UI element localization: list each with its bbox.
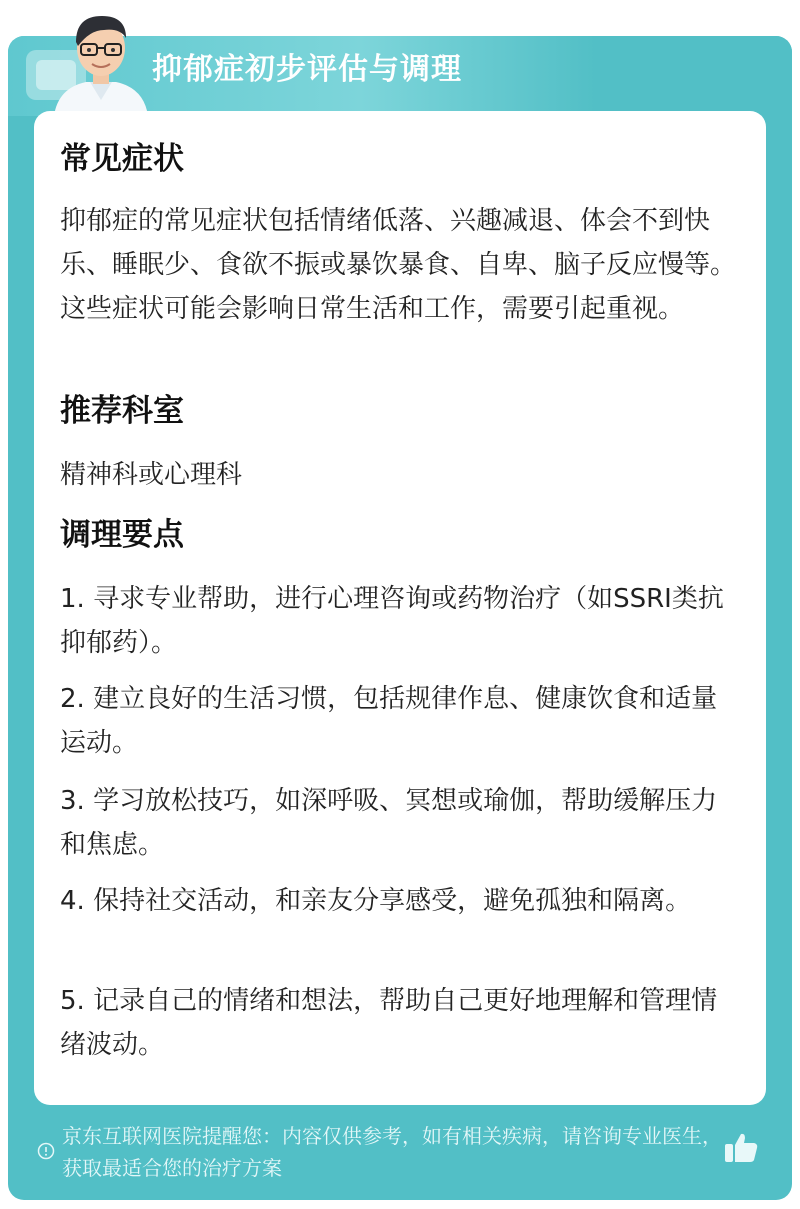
doctor-avatar: [46, 8, 156, 116]
care-item-5: 5. 记录自己的情绪和想法，帮助自己更好地理解和管理情绪波动。: [60, 986, 718, 1060]
info-icon: [37, 1142, 55, 1160]
symptoms-heading: 常见症状: [60, 141, 184, 177]
disclaimer-text: 京东互联网医院提醒您：内容仅供参考，如有相关疾病，请咨询专业医生，获取最适合您的治疗方案: [62, 1124, 722, 1180]
thumbs-up-icon[interactable]: [722, 1128, 760, 1166]
care-item-3: 3. 学习放松技巧，如深呼吸、冥想或瑜伽，帮助缓解压力和焦虑。: [60, 786, 718, 860]
content-card: [34, 111, 766, 1105]
care-item-1: 1. 寻求专业帮助，进行心理咨询或药物治疗（如SSRI类抗抑郁药）。: [60, 584, 724, 658]
department-heading: 推荐科室: [60, 393, 184, 429]
department-text: 精神科或心理科: [60, 460, 243, 490]
symptoms-text: 抑郁症的常见症状包括情绪低落、兴趣减退、体会不到快乐、睡眠少、食欲不振或暴饮暴食、自卑、脑子反应慢等。这些症状可能会影响日常生活和工作，需要引起重视。: [60, 206, 737, 324]
page-title: 抑郁症初步评估与调理: [152, 52, 462, 87]
care-item-2: 2. 建立良好的生活习惯，包括规律作息、健康饮食和适量运动。: [60, 684, 718, 758]
care-item-4: 4. 保持社交活动，和亲友分享感受，避免孤独和隔离。: [60, 886, 692, 916]
care-heading: 调理要点: [60, 517, 184, 553]
